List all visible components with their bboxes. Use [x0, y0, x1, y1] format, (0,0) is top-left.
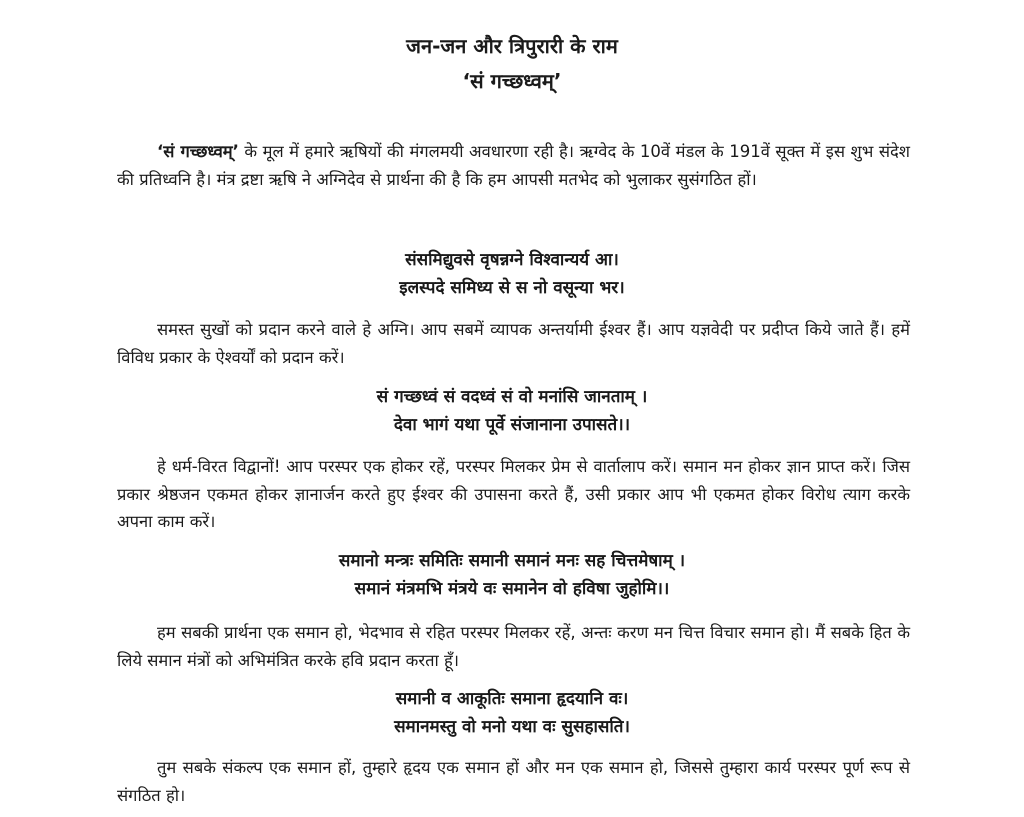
verse-3-line-1: समानो मन्त्रः समितिः समानी समानं मनः सह चित्तमेषाम् । — [338, 551, 686, 571]
paragraph-1: समस्त सुखों को प्रदान करने वाले हे अग्नि। आप सबमें व्यापक अन्तर्यामी ईश्वर हैं। आप यज्ञवेदी पर प्रदीप्त किये जाते हैं। हमें विविध प्रकार के ऐश्वर्यों को प्रदान करें। — [117, 320, 910, 367]
verse-4-line-1: समानी व आकूतिः समाना हृदयानि वः। — [395, 689, 629, 709]
page-subtitle: ‘सं गच्छध्वम्’ — [462, 69, 562, 93]
verse-3-line-2: समानं मंत्रमभि मंत्रये वः समानेन वो हविषा जुहोमि।। — [354, 579, 670, 599]
paragraph-4: तुम सबके संकल्प एक समान हों, तुम्हारे हृदय एक समान हों और मन एक समान हो, जिससे तुम्हारा कार्य परस्पर पूर्ण रूप से संगठित हो। — [117, 758, 910, 805]
intro-lead: ‘सं गच्छध्वम्’ — [157, 142, 239, 161]
verse-1 — [0, 246, 1024, 302]
verse-2-line-1: सं गच्छध्वं सं वदध्वं सं वो मनांसि जानताम् । — [376, 387, 648, 407]
page-title: जन-जन और त्रिपुरारी के राम — [406, 34, 618, 58]
paragraph-2: हे धर्म-विरत विद्वानों! आप परस्पर एक होकर रहें, परस्पर मिलकर प्रेम से वार्तालाप करें। समान मन होकर ज्ञान प्राप्त करें। जिस प्रकार श्रेष्ठजन एकमत होकर ज्ञानार्जन करते हुए ईश्वर की उपासना करते हैं, उसी प्रकार आप भी एकमत होकर विरोध त्याग करके अपना काम करें। — [117, 457, 910, 531]
verse-2-line-2: देवा भागं यथा पूर्वे संजानाना उपासते।। — [393, 415, 631, 435]
verse-1-line-1: संसमिद्युवसे वृषन्नग्ने विश्वान्यर्य आ। — [405, 250, 619, 270]
verse-2 — [0, 383, 1024, 439]
verse-4-line-2: समानमस्तु वो मनो यथा वः सुसहासति। — [394, 717, 630, 737]
verse-1-line-2: इलस्पदे समिध्य से स नो वसून्या भर। — [399, 278, 625, 298]
paragraph-3: हम सबकी प्रार्थना एक समान हो, भेदभाव से रहित परस्पर मिलकर रहें, अन्तः करण मन चित्त विचार समान हो। मैं सबके हित के लिये समान मंत्रों को अभिमंत्रित करके हवि प्रदान करता हूँ। — [117, 623, 910, 670]
verse-3 — [0, 547, 1024, 603]
intro-text: के मूल में हमारे ऋषियों की मंगलमयी अवधारणा रही है। ऋग्वेद के 10वें मंडल के 191वें सूक्त में इस शुभ संदेश की प्रतिध्वनि है। मंत्र द्रष्टा ऋषि ने अग्निदेव से प्रार्थना की है कि हम आपसी मतभेद को भुलाकर सुसंगठित हों। — [117, 142, 910, 189]
intro-paragraph — [117, 138, 910, 193]
verse-4 — [0, 685, 1024, 741]
